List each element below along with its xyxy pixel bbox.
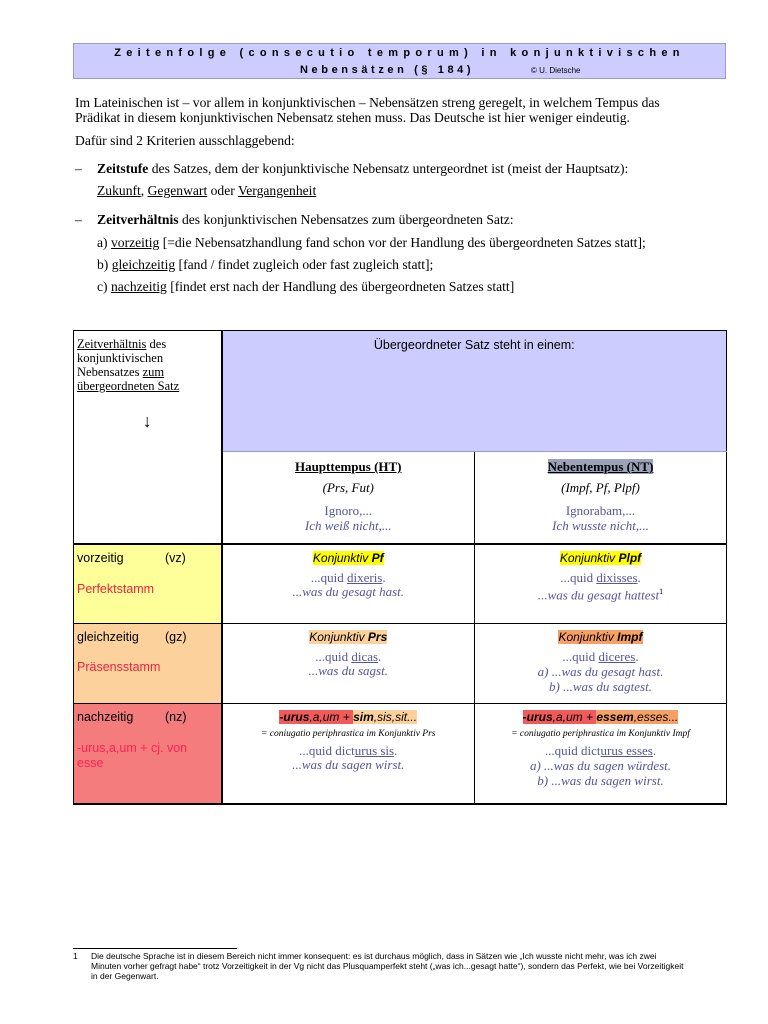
latin-prefix: ...quid <box>310 569 347 585</box>
footnote-line-2: Minuten vorher gefragt habe“ trotz Vorzeitigkeit in der Vg nicht das Plusquamperfekt steht („was ich...gesagt hatte“), sondern das Perfekt, wie bei Vorzeitigkeit <box>91 961 684 971</box>
corner-line-3 <box>77 365 221 379</box>
form-ending: -urus <box>522 710 553 724</box>
sep: , <box>140 183 148 198</box>
footnote-separator <box>73 948 237 949</box>
latin-prefix: ...quid <box>562 649 599 664</box>
footnote-line-3: in der Gegenwart. <box>91 971 159 981</box>
latin-verb: dixeris <box>346 569 383 585</box>
relation-a <box>97 235 646 250</box>
ht-example-latin: Ignoro,... <box>324 503 373 518</box>
nz-abbr: (nz) <box>165 710 187 724</box>
latin-verb: dixisses <box>596 569 638 585</box>
intro-line-1: Im Lateinischen ist – vor allem in konjunktivischen – Nebensätzen streng geregelt, in welchem Tempus das <box>75 95 660 110</box>
nz-ht-periphrastic: = coniugatio periphrastica im Konjunktiv Prs <box>261 729 436 739</box>
form-prefix: Konjunktiv <box>558 630 618 644</box>
gz-ht-german: ...was du sagst. <box>308 663 388 678</box>
form-aux: sim <box>353 710 374 724</box>
down-arrow-icon: ↓ <box>142 411 152 431</box>
nz-nt-periphrastic: = coniugatio periphrastica im Konjunktiv Impf <box>511 729 690 739</box>
gz-nt-form <box>558 630 642 644</box>
form-aux: essem <box>596 710 634 724</box>
latin-verb: diceres <box>598 649 636 664</box>
gz-nt-latin <box>475 650 726 664</box>
corner-text: Nebensatzes <box>77 365 143 379</box>
vz-ht-cell <box>222 544 475 624</box>
footnote-ref[interactable]: 1 <box>659 586 664 596</box>
gz-nt-german-a: a) ...was du gesagt hast. <box>537 664 664 679</box>
copyright: © U. Dietsche <box>531 66 581 75</box>
vz-label: vorzeitig <box>77 550 124 565</box>
table-row-gleichzeitig <box>74 624 727 704</box>
relation-b-prefix: b) <box>97 257 112 272</box>
latin-prefix: ...quid dict <box>544 743 601 758</box>
relation-c-text: [findet erst nach der Handlung des übergeordneten Satzes statt] <box>166 279 515 294</box>
latin-suffix: . <box>378 649 382 664</box>
form-ending-rest: ,a,um + <box>552 710 597 724</box>
form-tense: Pf <box>371 550 384 565</box>
nt-example-german: Ich wusste nicht,... <box>552 518 649 533</box>
nt-example-latin: Ignorabam,... <box>565 503 636 518</box>
corner-term: Zeitverhältnis <box>77 337 147 351</box>
gz-label: gleichzeitig <box>77 630 139 644</box>
bullet-dash-1: – <box>75 161 82 176</box>
latin-verb: urus sis <box>354 743 395 758</box>
german-text: ...was du gesagt hattest <box>537 586 660 602</box>
relation-b-text: [fand / findet zugleich oder fast zugleich statt]; <box>175 257 434 272</box>
title-box <box>73 43 726 79</box>
top-header-cell <box>222 331 727 452</box>
nz-stem-line-1: -urus,a,um + cj. von <box>77 741 188 755</box>
latin-suffix: . <box>635 649 639 664</box>
nz-ht-form <box>223 704 475 724</box>
criterion-zeitverhaeltnis-text: des konjunktivischen Nebensatzes zum übergeordneten Satz: <box>178 212 514 227</box>
title-line-1: Zeitenfolge (consecutio temporum) in konjunktivischen <box>114 47 685 59</box>
vz-nt-cell <box>475 544 727 624</box>
nz-nt-german-b: b) ...was du sagen wirst. <box>537 773 664 788</box>
nz-stem <box>77 741 187 771</box>
criterion-zeitstufe-term: Zeitstufe <box>97 161 149 176</box>
gz-stem: Präsensstamm <box>77 660 161 674</box>
ht-example-german: Ich weiß nicht,... <box>304 518 392 533</box>
ht-title: Haupttempus (HT) <box>294 459 402 474</box>
nt-title: Nebentempus (NT) <box>547 459 654 474</box>
nz-nt-cell <box>475 704 727 804</box>
option-gegenwart: Gegenwart <box>147 183 208 198</box>
nz-ht-latin <box>223 744 475 758</box>
ht-header-cell <box>222 452 475 544</box>
latin-verb: dicas <box>351 649 379 664</box>
vz-nt-form <box>560 551 641 565</box>
zeitstufe-options <box>97 183 316 198</box>
vz-ht-german: ...was du gesagt hast. <box>292 583 405 599</box>
form-aux-rest: ,esses... <box>633 710 679 724</box>
gz-ht-latin <box>223 650 475 664</box>
gz-nt-cell <box>475 624 727 704</box>
relation-c <box>97 279 514 294</box>
nz-ht-cell <box>222 704 475 804</box>
relation-a-term: vorzeitig <box>110 235 160 250</box>
vz-ht-form <box>313 551 384 565</box>
criterion-zeitstufe-text: des Satzes, dem der konjunktivische Nebensatz untergeordnet ist (meist der Hauptsatz): <box>148 161 629 176</box>
relation-c-term: nachzeitig <box>110 279 167 294</box>
relation-b <box>97 257 433 272</box>
corner-line-2: konjunktivischen <box>77 351 164 365</box>
table-row-nachzeitig <box>74 704 727 804</box>
latin-prefix: ...quid <box>560 569 597 585</box>
criterion-zeitverhaeltnis-term: Zeitverhältnis <box>97 212 179 227</box>
relation-a-text: [=die Nebensatzhandlung fand schon vor der Handlung des übergeordneten Satzes statt]; <box>159 235 646 250</box>
criterion-zeitverhaeltnis <box>97 212 514 227</box>
intro-line-3: Dafür sind 2 Kriterien ausschlaggebend: <box>75 133 295 148</box>
nz-nt-latin <box>475 744 726 758</box>
form-tense: Impf <box>617 630 643 644</box>
latin-prefix: ...quid dict <box>299 743 355 758</box>
corner-term: übergeordneten Satz <box>77 379 180 393</box>
form-prefix: Konjunktiv <box>309 630 368 644</box>
nz-nt-form <box>475 704 726 724</box>
gz-nt-german-b: b) ...was du sagtest. <box>549 679 652 694</box>
corner-term: zum <box>142 365 165 379</box>
nt-header-cell <box>475 452 727 544</box>
form-prefix: Konjunktiv <box>559 550 619 565</box>
nz-label-cell <box>74 704 222 804</box>
corner-line-4 <box>77 379 221 393</box>
vz-nt-latin <box>475 571 726 585</box>
vz-nt-german <box>475 585 726 602</box>
bullet-dash-2: – <box>75 212 82 227</box>
gz-label-cell <box>74 624 222 704</box>
tense-table <box>73 330 727 805</box>
option-vergangenheit: Vergangenheit <box>237 183 317 198</box>
footnote-number: 1 <box>73 951 78 961</box>
relation-c-prefix: c) <box>97 279 111 294</box>
criterion-zeitstufe <box>97 161 628 176</box>
vz-abbr: (vz) <box>165 550 186 565</box>
vz-ht-latin <box>223 571 475 585</box>
ht-sub: (Prs, Fut) <box>322 480 374 495</box>
form-ending: -urus <box>279 710 310 724</box>
form-prefix: Konjunktiv <box>312 550 372 565</box>
form-tense: Plpf <box>618 550 642 565</box>
vz-label-cell <box>74 544 222 624</box>
corner-line-1 <box>77 337 221 351</box>
footnote-line-1: Die deutsche Sprache ist in diesem Bereich nicht immer konsequent: es ist durchaus möglich, dass in Sätzen wie „Ich wusste nicht mehr, was ich zwei <box>91 951 657 961</box>
form-tense: Prs <box>367 630 388 644</box>
nt-sub: (Impf, Pf, Plpf) <box>561 480 640 495</box>
latin-prefix: ...quid <box>315 649 352 664</box>
latin-verb: urus esses <box>600 743 653 758</box>
corner-text: des <box>146 337 167 351</box>
latin-suffix: . <box>652 743 657 758</box>
gz-ht-cell <box>222 624 475 704</box>
table-row-vorzeitig <box>74 544 727 624</box>
nz-stem-line-2: esse <box>77 756 104 770</box>
form-aux-rest: ,sis,sit... <box>373 710 418 724</box>
gz-abbr: (gz) <box>165 630 187 644</box>
nz-nt-german-a: a) ...was du sagen würdest. <box>529 758 672 773</box>
latin-suffix: . <box>637 569 641 585</box>
relation-b-term: gleichzeitig <box>111 257 176 272</box>
option-zukunft: Zukunft <box>97 183 141 198</box>
nz-ht-german: ...was du sagen wirst. <box>292 757 405 772</box>
relation-a-prefix: a) <box>97 235 111 250</box>
sep: oder <box>207 183 238 198</box>
top-header: Übergeordneter Satz steht in einem: <box>373 338 575 352</box>
nz-label: nachzeitig <box>77 710 134 724</box>
vz-stem: Perfektstamm <box>77 581 155 596</box>
title-line-2: Nebensätzen (§ 184) <box>300 64 475 76</box>
gz-ht-form <box>309 630 387 644</box>
form-ending-rest: ,a,um + <box>309 710 354 724</box>
intro-line-2: Prädikat in diesem konjunktivischen Nebensatz stehen muss. Das Deutsche ist hier weniger eindeutig. <box>75 110 630 125</box>
latin-suffix: . <box>394 743 398 758</box>
corner-cell <box>74 331 222 544</box>
latin-suffix: . <box>382 569 386 585</box>
